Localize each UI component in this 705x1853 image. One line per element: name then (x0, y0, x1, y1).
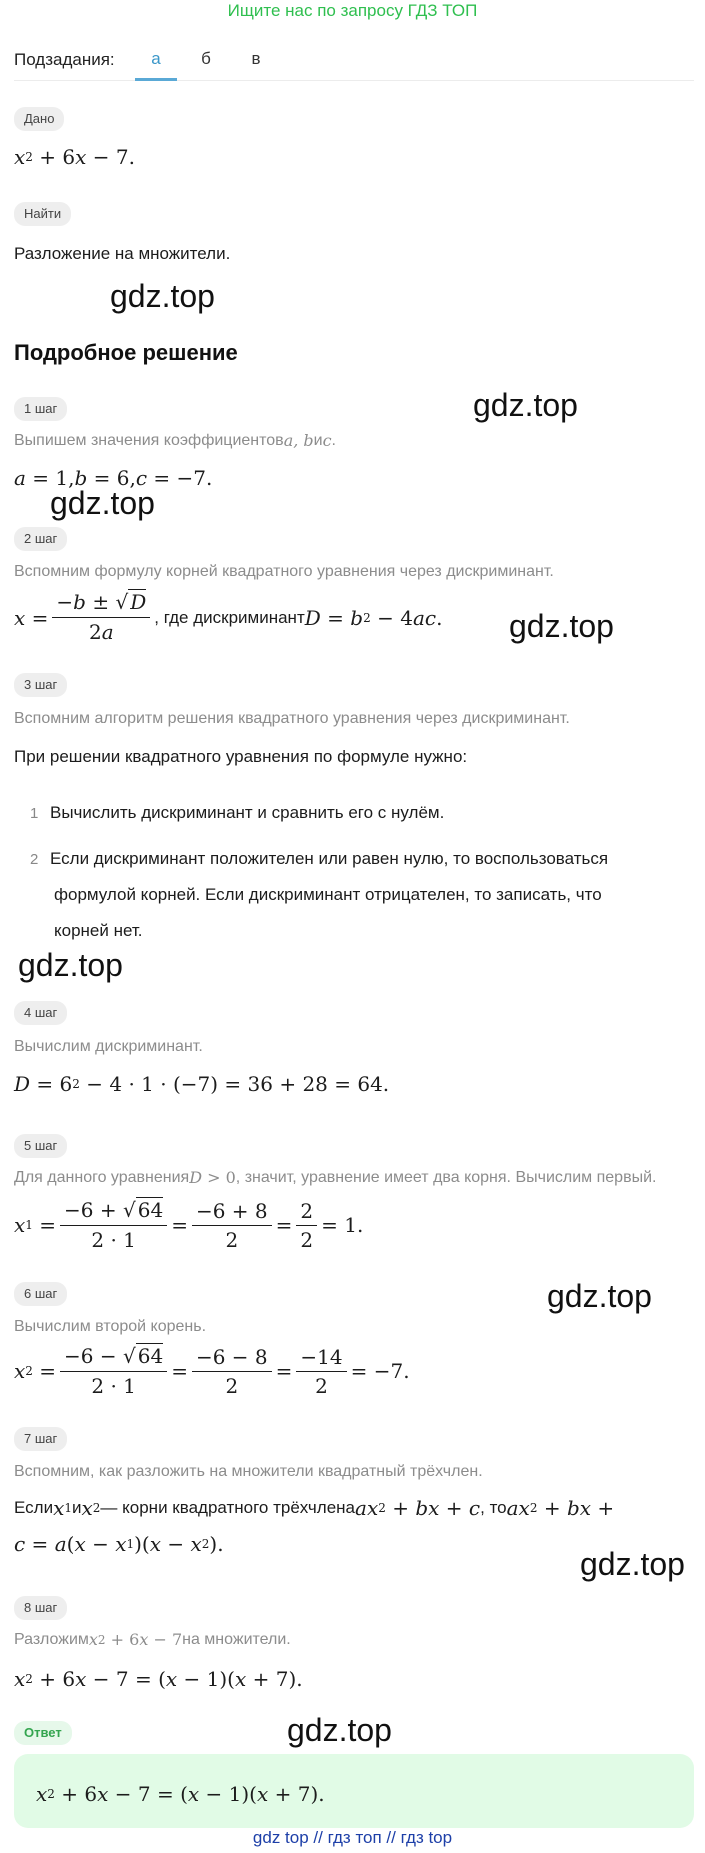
answer-formula: x 2 + 6 x − 7 = ( x − 1)( x + 7). (36, 1782, 325, 1806)
step-1-formula: a = 1, b = 6, c = −7. (14, 466, 213, 490)
step-3-badge: 3 шаг (14, 673, 67, 697)
watermark: gdz.top (110, 278, 215, 314)
step-2-formula: x = $\frac{-b \pm √ D}{2a}$ , где дискриминант D = b 2 − 4 ac . (14, 590, 443, 644)
active-tab-indicator (135, 78, 177, 81)
list-item: Вычислить дискриминант и сравнить его с нулём. (50, 803, 445, 822)
find-badge: Найти (14, 202, 71, 226)
step-4-formula: D = 6 2 − 4 · 1 · (−7) = 36 + 28 = 64. (14, 1072, 390, 1096)
tab-v[interactable]: в (251, 49, 261, 68)
find-text: Разложение на множители. (14, 244, 231, 263)
step-7-text-line2: c = a ( x − x 1 )( x − x 2 ). (14, 1532, 224, 1556)
watermark: gdz.top (580, 1546, 685, 1582)
list-item: формулой корней. Если дискриминант отрицателен, то записать, что (54, 885, 602, 904)
list-number: 1 (30, 805, 39, 822)
footer-links[interactable]: gdz top // гдз топ // гдз top (252, 1828, 453, 1847)
step-8-note: Разложим x 2 + 6 x − 7 на множители. (14, 1630, 291, 1649)
step-7-text-line1: Если x 1 и x 2 — корни квадратного трёхчлена ax 2 + bx + c , то ax 2 + bx + (14, 1496, 615, 1520)
answer-badge: Ответ (14, 1721, 72, 1745)
step-4-badge: 4 шаг (14, 1001, 67, 1025)
step-5-badge: 5 шаг (14, 1134, 67, 1158)
solution-heading: Подробное решение (14, 340, 238, 365)
step-1-note: Выпишем значения коэффициентов a, b и c . (14, 431, 336, 450)
step-2-badge: 2 шаг (14, 527, 67, 551)
step-7-note: Вспомним, как разложить на множители квадратный трёхчлен. (14, 1463, 483, 1480)
search-banner: Ищите нас по запросу ГДЗ ТОП (227, 1, 478, 20)
step-8-badge: 8 шаг (14, 1596, 67, 1620)
tab-b[interactable]: б (201, 49, 211, 68)
step-8-formula: x 2 + 6 x − 7 = ( x − 1)( x + 7). (14, 1667, 303, 1691)
step-5-formula: x 1 = $\frac{-6 + √ 64}{2 \cdot 1}$ = $\frac{-6 + 8}{2}$ = $\frac{2}{2}$ = 1. (14, 1198, 364, 1252)
given-badge: Дано (14, 107, 64, 131)
step-5-note: Для данного уравнения D > 0 , значит, уравнение имеет два корня. Вычислим первый. (14, 1168, 657, 1187)
watermark: gdz.top (50, 485, 155, 521)
step-4-note: Вычислим дискриминант. (14, 1038, 203, 1055)
step-2-note: Вспомним формулу корней квадратного уравнения через дискриминант. (14, 563, 554, 580)
step-6-formula: x 2 = $\frac{-6 - √ 64}{2 \cdot 1}$ = $\frac{-6 - 8}{2}$ = $\frac{-14}{2}$ = −7. (14, 1344, 410, 1398)
subtasks-label: Подзадания: (14, 50, 115, 69)
step-3-note: Вспомним алгоритм решения квадратного уравнения через дискриминант. (14, 710, 570, 727)
watermark: gdz.top (287, 1712, 392, 1748)
watermark: gdz.top (473, 387, 578, 423)
list-item: Если дискриминант положителен или равен нулю, то воспользоваться (50, 849, 609, 868)
step-6-note: Вычислим второй корень. (14, 1318, 207, 1335)
watermark: gdz.top (18, 947, 123, 983)
list-item: корней нет. (54, 921, 143, 940)
list-number: 2 (30, 851, 39, 868)
step-6-badge: 6 шаг (14, 1282, 67, 1306)
given-expression: x 2 + 6 x − 7. (14, 145, 135, 169)
step-7-badge: 7 шаг (14, 1427, 67, 1451)
tab-a[interactable]: а (151, 49, 161, 68)
step-3-intro: При решении квадратного уравнения по формуле нужно: (14, 747, 468, 766)
tabs-divider (14, 80, 694, 81)
watermark: gdz.top (547, 1278, 652, 1314)
watermark: gdz.top (509, 608, 614, 644)
step-1-badge: 1 шаг (14, 397, 67, 421)
